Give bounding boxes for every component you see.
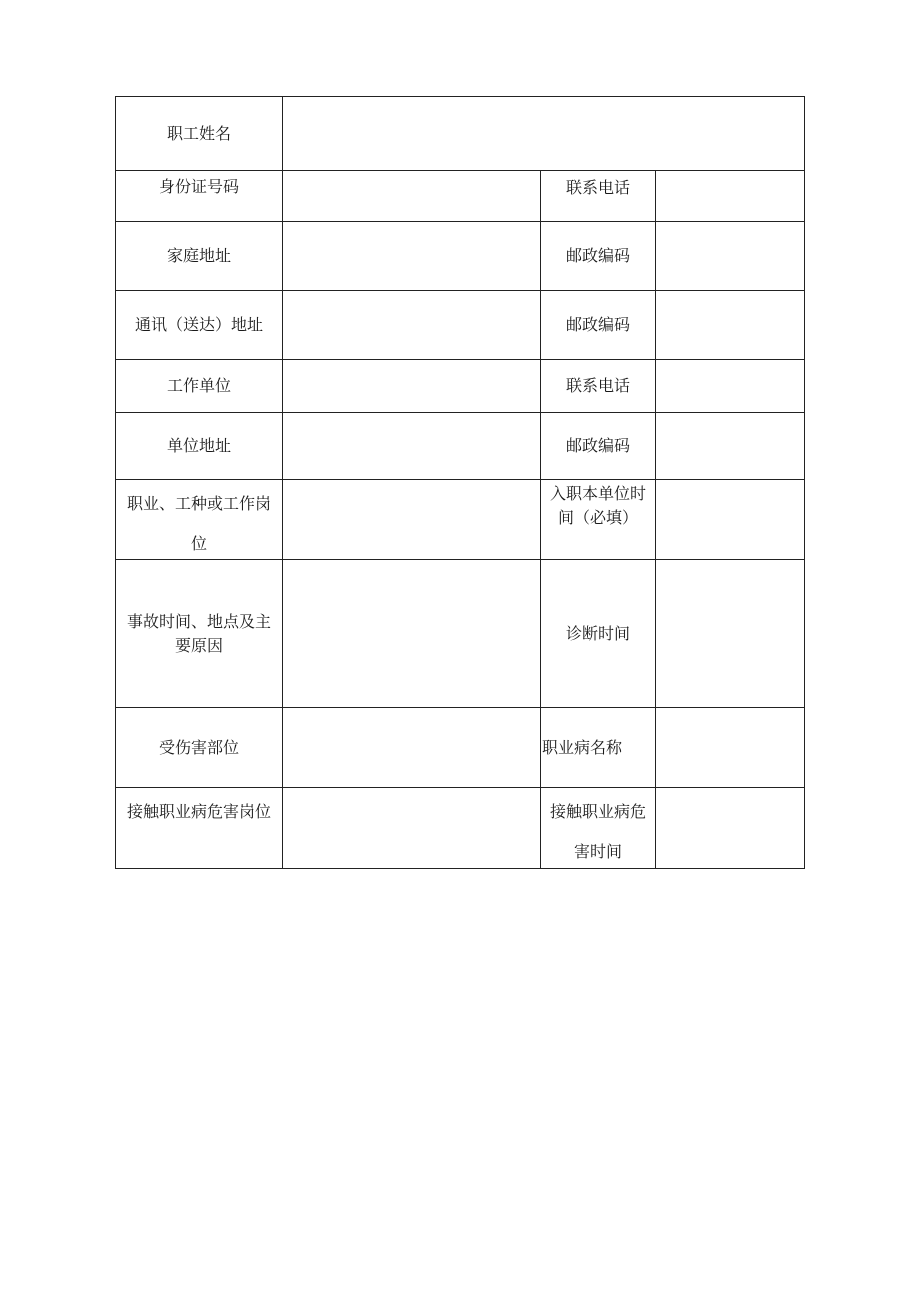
id-number-label-text: 身份证号码 [158,177,239,196]
column-divider [804,96,805,869]
contact-phone-label-text: 联系电话 [565,178,630,197]
home-address-label [116,222,282,290]
row-divider [115,868,805,869]
home-address-label-text: 家庭地址 [166,246,231,265]
employer-postal-code-field[interactable] [656,413,804,479]
accident-details-label-line1: 事故时间、地点及主 [126,612,271,631]
employer-phone-label-text: 联系电话 [565,376,630,395]
mailing-postal-code-label [541,291,655,359]
occupation-label [116,480,282,559]
employer-address-label-text: 单位地址 [166,436,231,455]
employee-name-field[interactable] [283,97,804,170]
employer-field[interactable] [283,360,540,412]
accident-details-label-line2: 要原因 [174,636,223,655]
employer-postal-code-label-text: 邮政编码 [565,436,630,455]
hazard-exposure-position-label [116,788,282,868]
occupational-disease-label-text: 职业病名称 [542,737,623,757]
employer-label [116,360,282,412]
id-number-field[interactable] [283,171,540,221]
occupation-label-line1: 职业、工种或工作岗 [126,494,271,513]
hazard-exposure-position-field[interactable] [283,788,540,868]
mailing-postal-code-label-text: 邮政编码 [565,315,630,334]
hazard-exposure-duration-label-line2: 害时间 [573,842,622,861]
hazard-exposure-duration-field[interactable] [656,788,804,868]
injured-body-part-field[interactable] [283,708,540,787]
hazard-exposure-position-label-text: 接触职业病危害岗位 [126,802,271,821]
employee-name-label [116,97,282,170]
hire-date-field[interactable] [656,480,804,559]
home-address-field[interactable] [283,222,540,290]
home-postal-code-field[interactable] [656,222,804,290]
hazard-exposure-duration-label [541,788,655,868]
accident-details-label [116,560,282,707]
employer-address-label [116,413,282,479]
home-postal-code-label-text: 邮政编码 [565,246,630,265]
mailing-postal-code-field[interactable] [656,291,804,359]
registration-form-table [115,96,805,869]
mailing-address-field[interactable] [283,291,540,359]
employer-label-text: 工作单位 [166,376,231,395]
injured-body-part-label [116,708,282,787]
hire-date-label-line2: 间（必填） [557,508,638,527]
home-postal-code-label [541,222,655,290]
hire-date-label-line1: 入职本单位时 [549,484,646,503]
diagnosis-date-field[interactable] [656,560,804,707]
contact-phone-label [541,171,655,205]
occupation-label-line2: 位 [190,534,207,553]
employer-phone-field[interactable] [656,360,804,412]
hazard-exposure-duration-label-line1: 接触职业病危 [549,802,646,821]
hire-date-label [541,480,655,559]
diagnosis-date-label-text: 诊断时间 [565,623,630,643]
occupational-disease-field[interactable] [656,708,804,787]
accident-details-field[interactable] [283,560,540,707]
occupational-disease-label [541,708,655,787]
diagnosis-date-label [541,560,655,707]
contact-phone-field[interactable] [656,171,804,221]
employer-phone-label [541,360,655,412]
employer-postal-code-label [541,413,655,479]
employer-address-field[interactable] [283,413,540,479]
employee-name-label-text: 职工姓名 [166,123,231,143]
mailing-address-label-text: 通讯（送达）地址 [134,315,263,334]
injured-body-part-label-text: 受伤害部位 [158,737,239,757]
occupation-field[interactable] [283,480,540,559]
mailing-address-label [116,291,282,359]
id-number-label [116,171,282,221]
